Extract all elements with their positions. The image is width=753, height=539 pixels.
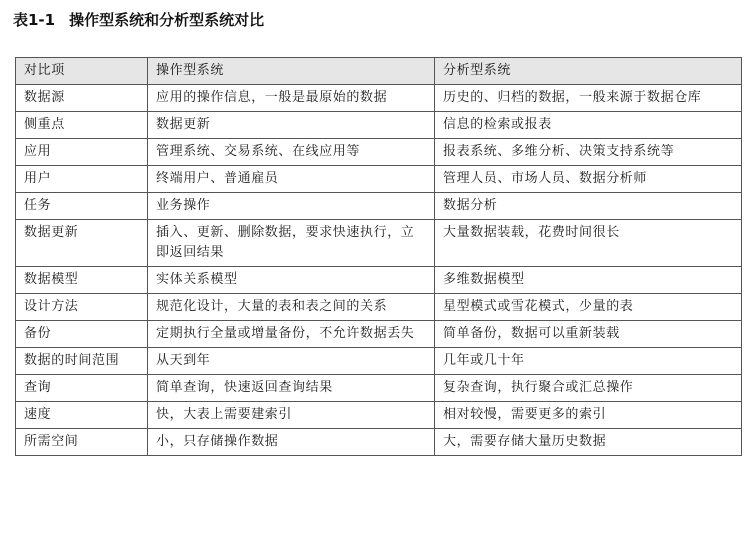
operational-cell: 小，只存储操作数据 (148, 429, 435, 456)
table-row (16, 193, 742, 220)
analytical-cell: 相对较慢，需要更多的索引 (435, 402, 742, 429)
table-row (16, 139, 742, 166)
row-label: 数据源 (16, 85, 148, 112)
analytical-cell: 大量数据装载，花费时间很长 (435, 220, 742, 267)
analytical-cell: 简单备份，数据可以重新装载 (435, 321, 742, 348)
table-row (16, 375, 742, 402)
analytical-cell: 几年或几十年 (435, 348, 742, 375)
header-cell-analytical: 分析型系统 (435, 58, 742, 85)
comparison-table (15, 57, 742, 456)
table-number: 表1-1 (13, 11, 56, 29)
analytical-cell: 大，需要存储大量历史数据 (435, 429, 742, 456)
operational-cell: 快，大表上需要建索引 (148, 402, 435, 429)
row-label: 速度 (16, 402, 148, 429)
row-label: 用户 (16, 166, 148, 193)
operational-cell: 业务操作 (148, 193, 435, 220)
table-row (16, 321, 742, 348)
analytical-cell: 历史的、归档的数据，一般来源于数据仓库 (435, 85, 742, 112)
operational-cell: 终端用户、普通雇员 (148, 166, 435, 193)
row-label: 应用 (16, 139, 148, 166)
operational-cell: 应用的操作信息，一般是最原始的数据 (148, 85, 435, 112)
row-label: 设计方法 (16, 294, 148, 321)
operational-cell: 插入、更新、删除数据，要求快速执行，立即返回结果 (148, 220, 435, 267)
operational-cell: 实体关系模型 (148, 267, 435, 294)
table-title: 操作型系统和分析型系统对比 (69, 11, 265, 29)
operational-cell: 从天到年 (148, 348, 435, 375)
operational-cell: 数据更新 (148, 112, 435, 139)
analytical-cell: 复杂查询，执行聚合或汇总操作 (435, 375, 742, 402)
row-label: 任务 (16, 193, 148, 220)
operational-cell: 简单查询，快速返回查询结果 (148, 375, 435, 402)
analytical-cell: 数据分析 (435, 193, 742, 220)
analytical-cell: 信息的检索或报表 (435, 112, 742, 139)
analytical-cell: 多维数据模型 (435, 267, 742, 294)
row-label: 备份 (16, 321, 148, 348)
header-cell-item: 对比项 (16, 58, 148, 85)
table-row (16, 112, 742, 139)
table-row (16, 348, 742, 375)
table-row (16, 220, 742, 267)
analytical-cell: 报表系统、多维分析、决策支持系统等 (435, 139, 742, 166)
table-row (16, 429, 742, 456)
table-row (16, 85, 742, 112)
header-row (16, 58, 742, 85)
table-row (16, 402, 742, 429)
analytical-cell: 星型模式或雪花模式，少量的表 (435, 294, 742, 321)
table-row (16, 166, 742, 193)
operational-cell: 规范化设计，大量的表和表之间的关系 (148, 294, 435, 321)
operational-cell: 管理系统、交易系统、在线应用等 (148, 139, 435, 166)
row-label: 所需空间 (16, 429, 148, 456)
analytical-cell: 管理人员、市场人员、数据分析师 (435, 166, 742, 193)
operational-cell: 定期执行全量或增量备份，不允许数据丢失 (148, 321, 435, 348)
table-caption (13, 8, 264, 32)
row-label: 查询 (16, 375, 148, 402)
table-row (16, 294, 742, 321)
row-label: 数据更新 (16, 220, 148, 267)
row-label: 侧重点 (16, 112, 148, 139)
header-cell-operational: 操作型系统 (148, 58, 435, 85)
row-label: 数据的时间范围 (16, 348, 148, 375)
row-label: 数据模型 (16, 267, 148, 294)
table-row (16, 267, 742, 294)
